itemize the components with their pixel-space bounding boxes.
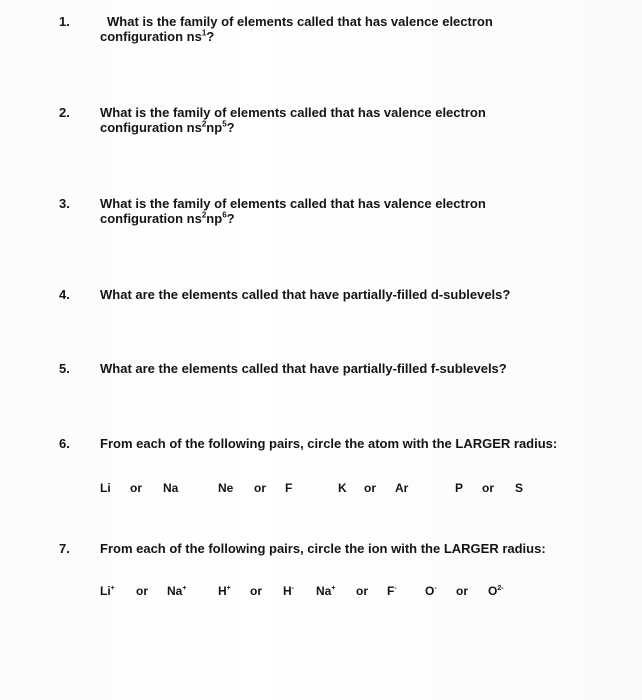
- ion-pair-2-or: or: [250, 584, 262, 598]
- question-number: 2.: [59, 105, 70, 120]
- ion-pair-2-a[interactable]: [218, 584, 231, 598]
- pair-3-or: or: [364, 481, 376, 495]
- pair-4-atom-a[interactable]: P: [455, 481, 464, 495]
- question-mark: ?: [206, 29, 215, 44]
- question-number: 6.: [59, 436, 70, 451]
- superscript: 2: [201, 210, 207, 220]
- atom-pairs-row: [0, 481, 642, 499]
- config-mid: np: [206, 211, 223, 226]
- question-text: [100, 196, 580, 226]
- question-number: 7.: [59, 541, 70, 556]
- question-number: 1.: [59, 14, 70, 29]
- question-line-2: [100, 120, 580, 135]
- pair-2-atom-b[interactable]: F: [285, 481, 293, 495]
- pair-4-or: or: [482, 481, 494, 495]
- pair-1-atom-b[interactable]: Na: [163, 481, 179, 495]
- ion-symbol: H: [218, 584, 227, 598]
- ion-pair-3-b[interactable]: [387, 584, 397, 598]
- pair-1-or: or: [130, 481, 142, 495]
- ion-charge: +: [110, 585, 115, 592]
- question-line-1: What is the family of elements called that has valence electron: [107, 14, 493, 29]
- config-mid: np: [206, 120, 223, 135]
- question-number: 5.: [59, 361, 70, 376]
- ion-charge: +: [331, 585, 336, 592]
- question-line-1: What is the family of elements called that has valence electron: [100, 196, 486, 211]
- pair-4-atom-b[interactable]: S: [515, 481, 524, 495]
- ion-pair-1-a[interactable]: [100, 584, 115, 598]
- ion-pair-4-or: or: [456, 584, 468, 598]
- pair-3-atom-a[interactable]: K: [338, 481, 347, 495]
- ion-pair-1-or: or: [136, 584, 148, 598]
- question-line-2: [100, 29, 587, 44]
- superscript: 1: [201, 28, 207, 38]
- ion-symbol: O: [425, 584, 435, 598]
- question-text: [100, 105, 580, 135]
- ion-symbol: O: [488, 584, 498, 598]
- ion-pair-3-a[interactable]: [316, 584, 335, 598]
- config-prefix: configuration ns: [100, 29, 202, 44]
- question-mark: ?: [226, 211, 235, 226]
- pair-2-atom-a[interactable]: Ne: [218, 481, 234, 495]
- ion-charge: -: [434, 585, 437, 592]
- question-number: 3.: [59, 196, 70, 211]
- question-text: What are the elements called that have partially-filled d-sublevels?: [100, 287, 511, 302]
- question-text: From each of the following pairs, circle the ion with the LARGER radius:: [100, 541, 546, 556]
- question-number: 4.: [59, 287, 70, 302]
- question-mark: ?: [226, 120, 235, 135]
- superscript: 5: [222, 119, 227, 129]
- ion-charge: -: [394, 585, 397, 592]
- question-line-2: [100, 211, 580, 226]
- ion-pair-3-or: or: [356, 584, 368, 598]
- question-text: What are the elements called that have partially-filled f-sublevels?: [100, 361, 507, 376]
- pair-2-or: or: [254, 481, 266, 495]
- config-prefix: configuration ns: [100, 120, 202, 135]
- ion-symbol: Na: [316, 584, 332, 598]
- ion-symbol: F: [387, 584, 395, 598]
- ion-symbol: Li: [100, 584, 111, 598]
- ion-charge: +: [182, 585, 187, 592]
- ion-pair-2-b[interactable]: [283, 584, 294, 598]
- ion-pair-4-b[interactable]: [488, 584, 504, 598]
- superscript: 6: [222, 210, 227, 220]
- ion-symbol: H: [283, 584, 292, 598]
- ion-symbol: Na: [167, 584, 183, 598]
- config-prefix: configuration ns: [100, 211, 202, 226]
- pair-1-atom-a[interactable]: Li: [100, 481, 111, 495]
- pair-3-atom-b[interactable]: Ar: [395, 481, 409, 495]
- question-line-1: What is the family of elements called that has valence electron: [100, 105, 486, 120]
- ion-charge: +: [226, 585, 231, 592]
- question-text: [100, 14, 587, 44]
- ion-pairs-row: [0, 584, 642, 602]
- superscript: 2: [201, 119, 207, 129]
- ion-pair-1-b[interactable]: [167, 584, 186, 598]
- ion-charge: -: [291, 585, 295, 592]
- ion-pair-4-a[interactable]: [425, 584, 437, 598]
- ion-charge: 2-: [497, 585, 504, 592]
- question-text: From each of the following pairs, circle the atom with the LARGER radius:: [100, 436, 558, 451]
